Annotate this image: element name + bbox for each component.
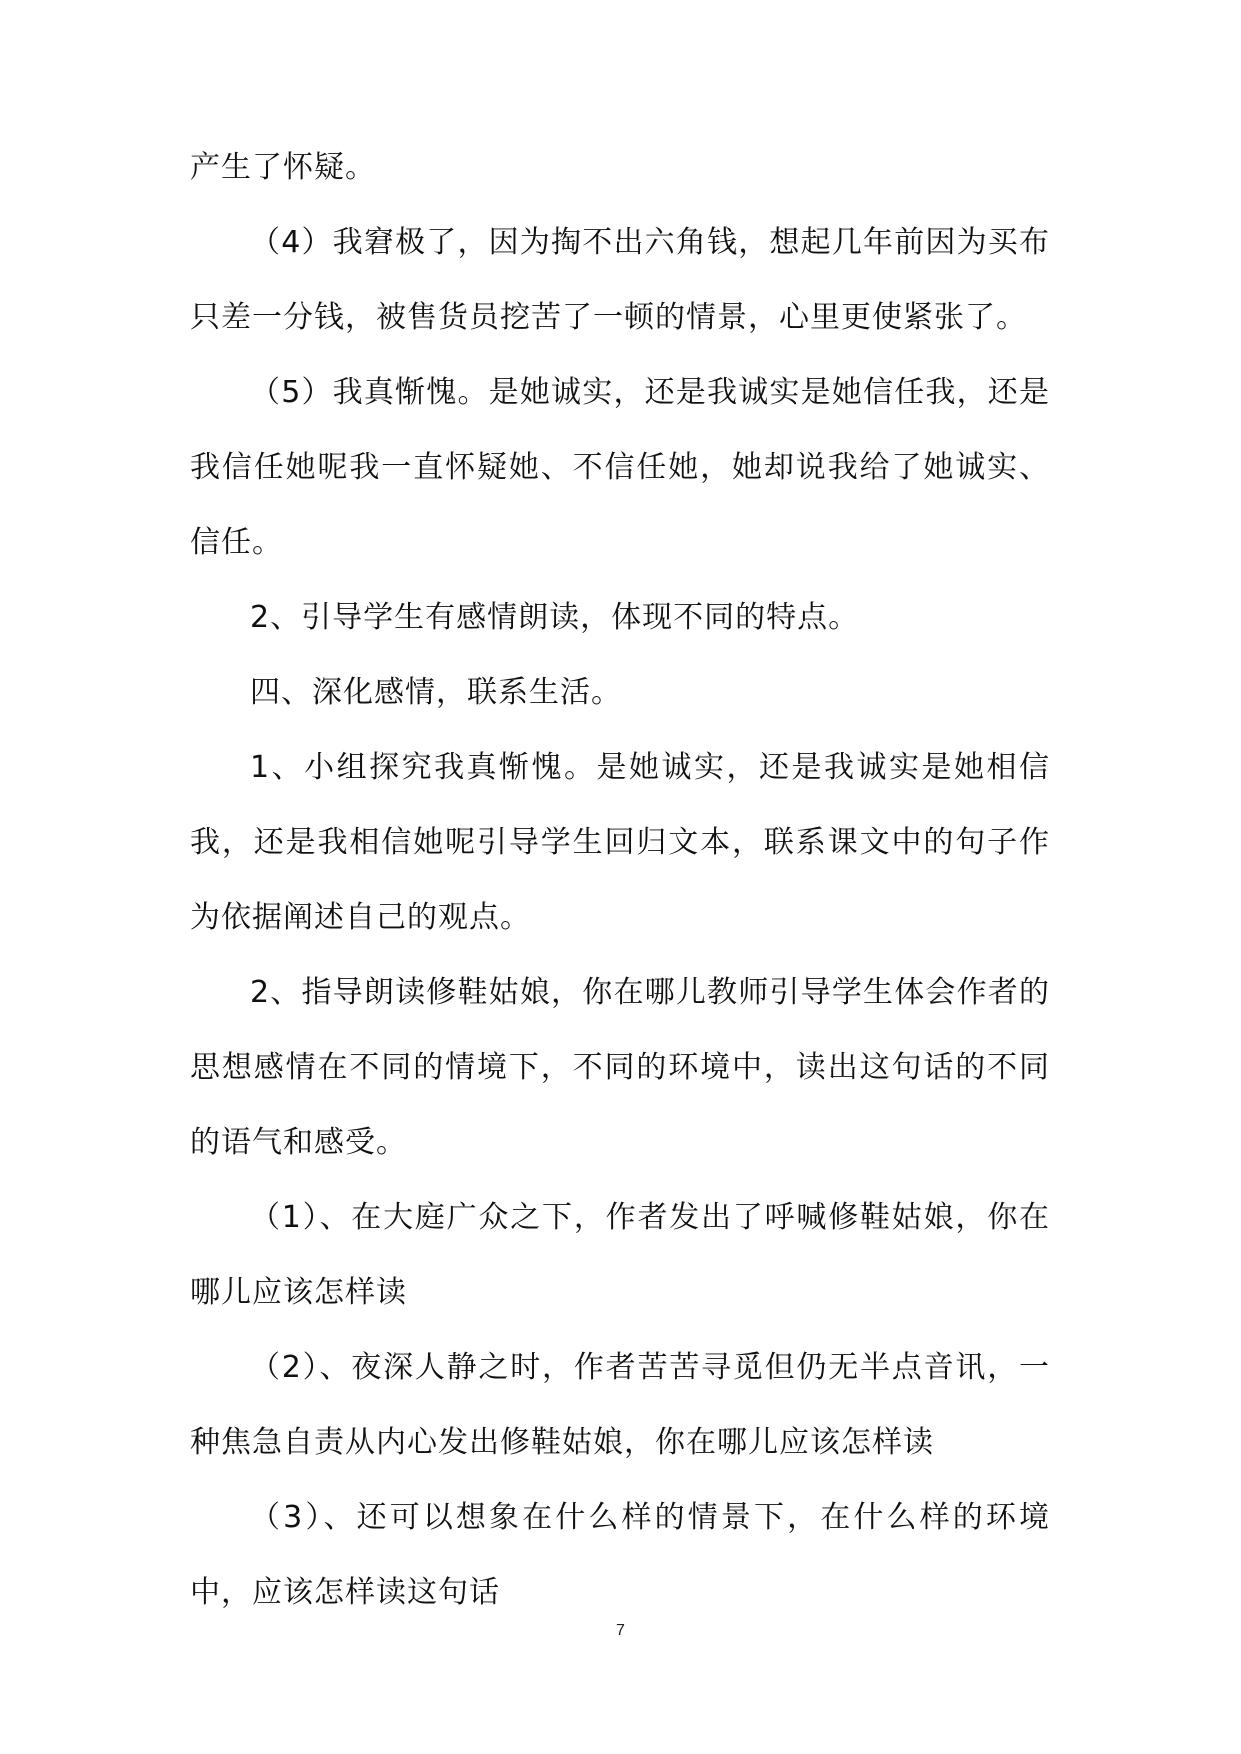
body-text <box>190 130 1050 1630</box>
paragraph: 2、指导朗读修鞋姑娘，你在哪儿教师引导学生体会作者的思想感情在不同的情境下，不同的环境中，读出这句话的不同的语气和感受。 <box>190 975 1050 1160</box>
paragraph: （5）我真惭愧。是她诚实，还是我诚实是她信任我，还是我信任她呢我一直怀疑她、不信任她，她却说我给了她诚实、信任。 <box>190 375 1050 560</box>
paragraph: （4）我窘极了，因为掏不出六角钱，想起几年前因为买布只差一分钱，被售货员挖苦了一顿的情景，心里更使紧张了。 <box>190 225 1050 335</box>
paragraph: 1、小组探究我真惭愧。是她诚实，还是我诚实是她相信我，还是我相信她呢引导学生回归文本，联系课文中的句子作为依据阐述自己的观点。 <box>190 750 1050 935</box>
paragraph: 产生了怀疑。 <box>190 150 376 185</box>
paragraph: （1）、在大庭广众之下，作者发出了呼喊修鞋姑娘，你在哪儿应该怎样读 <box>190 1200 1050 1310</box>
paragraph: （2）、夜深人静之时，作者苦苦寻觅但仍无半点音讯，一种焦急自责从内心发出修鞋姑娘，你在哪儿应该怎样读 <box>190 1350 1050 1460</box>
paragraph: （3）、还可以想象在什么样的情景下，在什么样的环境中，应该怎样读这句话 <box>190 1500 1050 1610</box>
section-heading: 四、深化感情，联系生活。 <box>250 675 622 710</box>
page-number: 7 <box>616 1622 625 1639</box>
paragraph: 2、引导学生有感情朗读，体现不同的特点。 <box>250 600 860 635</box>
